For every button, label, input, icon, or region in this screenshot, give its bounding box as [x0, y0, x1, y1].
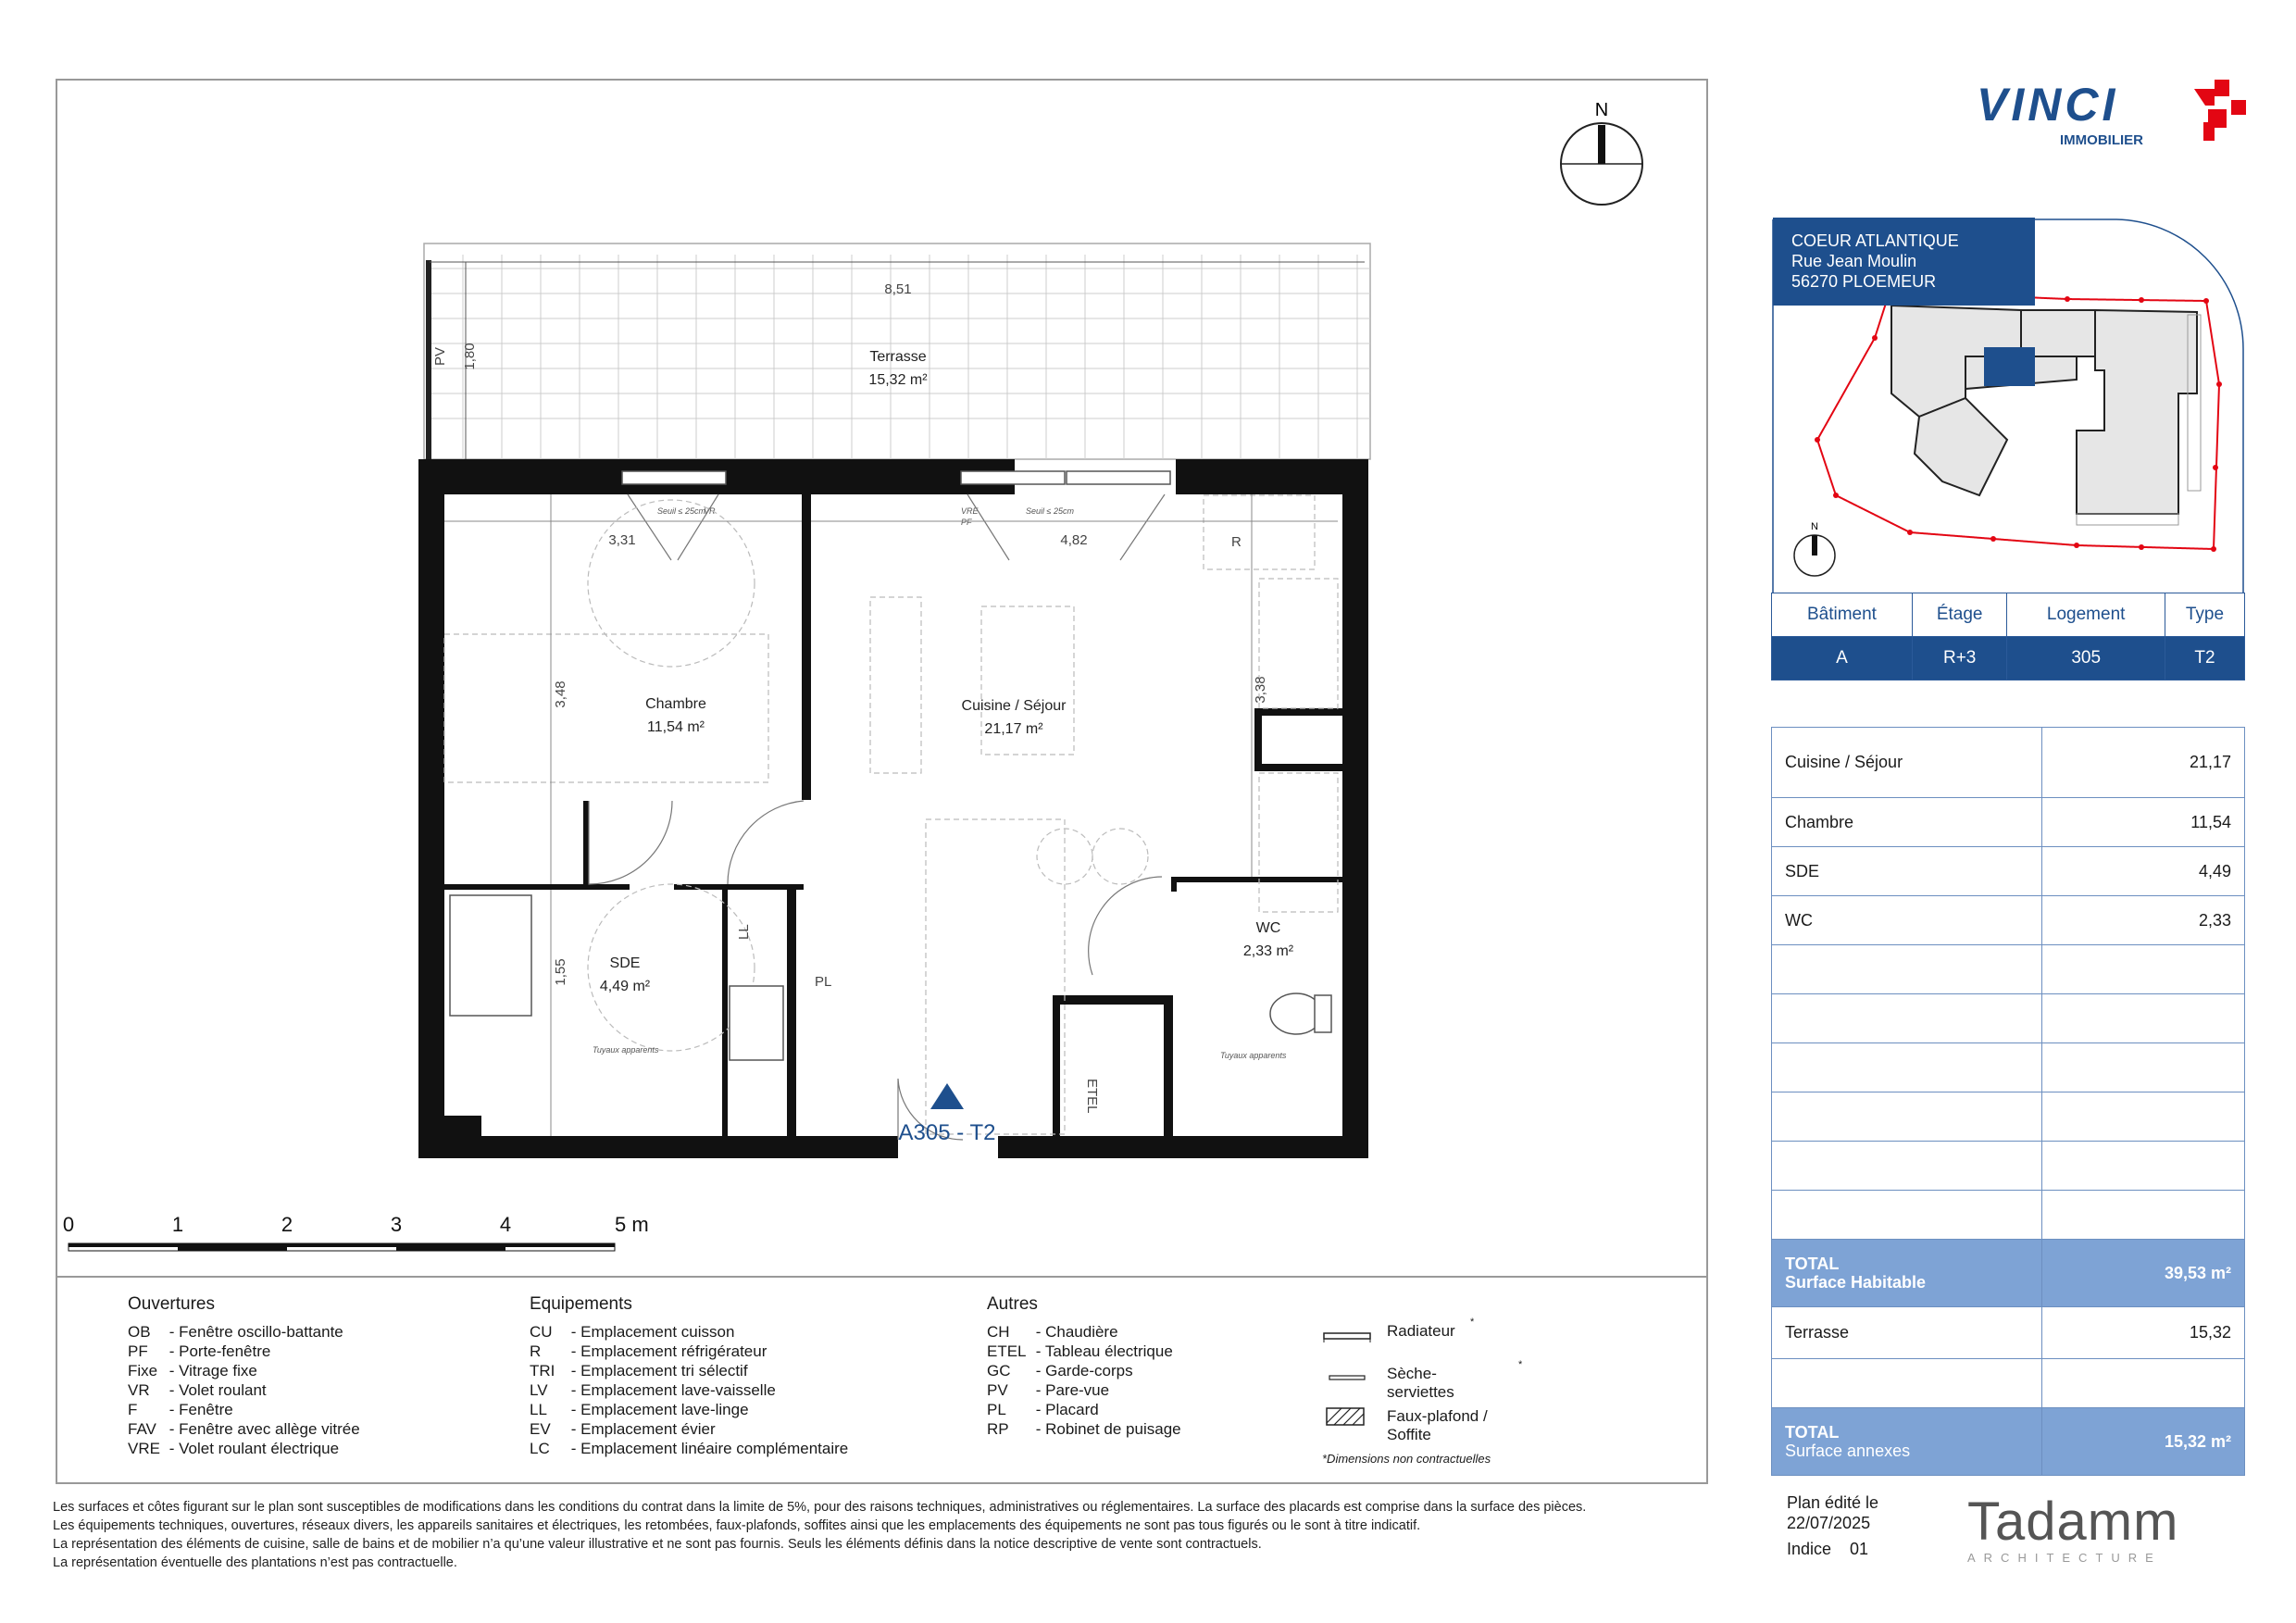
header-logement: Logement	[2007, 593, 2165, 637]
legend-item: GC - Garde-corps	[987, 1362, 1133, 1380]
floor-plan	[56, 79, 1708, 1278]
dim-sde-depth: 1,55	[553, 958, 568, 986]
total-habitable-row	[1772, 1240, 2245, 1307]
project-city: 56270 PLOEMEUR	[1791, 272, 1937, 291]
scale-2: 2	[281, 1213, 293, 1236]
project-name: COEUR ATLANTIQUE	[1791, 231, 1959, 250]
table-row: Chambre 11,54	[1772, 798, 2245, 847]
terrace-name: Terrasse	[869, 349, 927, 365]
terrace-area: 15,32 m²	[868, 372, 928, 388]
scale-1: 1	[171, 1213, 184, 1236]
surfaces-table	[1771, 727, 2245, 1476]
indice-label: Indice	[1787, 1540, 1832, 1558]
legend-item: F - Fenêtre	[128, 1401, 233, 1418]
vinci-logo-mark	[1972, 72, 2287, 156]
faux-label: Faux-plafond / Soffite	[1387, 1407, 1488, 1443]
legend-item: LL - Emplacement lave-linge	[530, 1401, 749, 1418]
legend-ouvertures	[128, 1294, 360, 1458]
total-annex-value: 15,32 m²	[2042, 1408, 2245, 1476]
edit-info	[1787, 1492, 1878, 1559]
sde-name: SDE	[609, 955, 641, 971]
legend-item: CU - Emplacement cuisson	[530, 1323, 735, 1341]
table-row: Terrasse 15,32	[1772, 1307, 2245, 1359]
legend-equipements	[530, 1294, 848, 1458]
seuil-left: Seuil ≤ 25cm	[657, 506, 705, 516]
disclaimer-line: Les équipements techniques, ouvertures, réseaux divers, les appareils sanitaires et électriques, les retombées, faux-plafonds, soffites ainsi que les emplacements des équipements ne sont pas tous figurés ou le sont à titre indicatif.	[53, 1518, 1421, 1533]
dim-terrace-depth: 1,80	[462, 343, 478, 370]
disclaimer-line: La représentation des éléments de cuisine, salle de bains et de mobilier n’a qu’une valeur illustrative et ne sont pas fournis. Seuls les éléments définis dans la notice descriptive de vente sont contractuels.	[53, 1537, 1262, 1552]
legend-divider	[56, 1276, 1708, 1278]
furniture	[444, 495, 1338, 1134]
pf-label: PF	[961, 518, 972, 527]
vre-label: VRE	[961, 506, 979, 516]
total-annex-line1: TOTAL	[1785, 1423, 1840, 1442]
table-row	[1772, 1142, 2245, 1191]
cuisine-area: 21,17 m²	[984, 721, 1043, 737]
disclaimer-line: La représentation éventuelle des plantations n’est pas contractuelle.	[53, 1555, 457, 1570]
legend-radiateur	[1322, 1317, 1491, 1365]
hatch-icon	[1326, 1407, 1366, 1428]
table-row	[1772, 1359, 2245, 1408]
architect-logo	[1967, 1492, 2179, 1565]
legend-item: VRE - Volet roulant électrique	[128, 1440, 340, 1457]
header-etage: Étage	[1912, 593, 2007, 637]
legend-symbols	[1322, 1317, 1523, 1466]
legend-item: VR - Volet roulant	[128, 1381, 267, 1399]
door-swings	[589, 494, 1165, 1140]
value-logement: 305	[2007, 637, 2165, 680]
chambre-area: 11,54 m²	[647, 719, 705, 735]
architect-name: Tadamm	[1967, 1492, 2179, 1552]
site-north-label: N	[1811, 521, 1818, 532]
legend-equipements-list	[530, 1322, 848, 1458]
disclaimer-line: Les surfaces et côtes figurant sur le plan sont susceptibles de modifications dans les conditions du contrat dans la limite de 5%, pour des raisons techniques, administratives ou réglementaires. La surface des placards est comprise dans la surface des pièces.	[53, 1500, 1587, 1515]
ll-label: LL	[736, 924, 752, 940]
seuil-right: Seuil ≤ 25cm	[1026, 506, 1074, 516]
scale-4: 4	[499, 1213, 512, 1236]
legend-ouvertures-list	[128, 1322, 360, 1458]
total-annex-line2: Surface annexes	[1785, 1442, 1911, 1460]
seche-star: *	[1518, 1359, 1523, 1370]
vinci-logo	[1972, 72, 2287, 156]
legend-item: FAV - Fenêtre avec allège vitrée	[128, 1420, 360, 1438]
header-batiment: Bâtiment	[1772, 593, 1913, 637]
total-annexes-row	[1772, 1408, 2245, 1476]
cuisine-name: Cuisine / Séjour	[961, 698, 1067, 714]
table-row: WC 2,33	[1772, 896, 2245, 945]
indice-value: 01	[1850, 1540, 1869, 1558]
legend-frame-left	[56, 1276, 57, 1484]
disclaimer	[53, 1498, 1719, 1572]
legend-seche	[1322, 1359, 1523, 1407]
legend-ouvertures-title: Ouvertures	[128, 1294, 215, 1314]
legend-item: TRI - Emplacement tri sélectif	[530, 1362, 748, 1380]
tuyaux-wc: Tuyaux apparents	[1220, 1051, 1287, 1060]
seche-serviettes-icon	[1322, 1368, 1374, 1387]
sde-area: 4,49 m²	[599, 979, 651, 994]
dimension-lines	[444, 494, 1338, 1136]
scale-bar	[63, 1213, 649, 1251]
chambre-name: Chambre	[645, 696, 706, 712]
total-hab-line1: TOTAL	[1785, 1255, 1840, 1273]
r-label: R	[1231, 534, 1242, 550]
legend-item: R - Emplacement réfrigérateur	[530, 1342, 767, 1360]
architect-sub: ARCHITECTURE	[1967, 1551, 2162, 1565]
value-etage: R+3	[1912, 637, 2007, 680]
legend-item: Fixe - Vitrage fixe	[128, 1362, 257, 1380]
table-row: Cuisine / Séjour 21,17	[1772, 728, 2245, 798]
compass-north-label: N	[1594, 100, 1609, 120]
dimensions-note: *Dimensions non contractuelles	[1322, 1452, 1491, 1466]
dim-terrace-width: 8,51	[884, 281, 912, 297]
svg-text:VINCI: VINCI	[1977, 79, 2119, 131]
seche-label: Sèche-serviettes	[1387, 1365, 1454, 1401]
unit-label: A305 - T2	[898, 1120, 996, 1145]
legend-item: EV - Emplacement évier	[530, 1420, 716, 1438]
legend-item: PL - Placard	[987, 1401, 1099, 1418]
dim-chambre-width: 3,31	[608, 532, 636, 548]
dim-chambre-depth: 3,48	[553, 680, 568, 708]
tuyaux-sde: Tuyaux apparents	[593, 1045, 659, 1055]
legend-faux-plafond	[1322, 1407, 1491, 1450]
entrance-marker	[899, 1083, 996, 1145]
legend-frame-bottom	[56, 1482, 1708, 1484]
edit-date: 22/07/2025	[1787, 1514, 1871, 1532]
table-row	[1772, 1092, 2245, 1142]
table-row: SDE 4,49	[1772, 847, 2245, 896]
legend-item: OB - Fenêtre oscillo-battante	[128, 1323, 343, 1341]
sanitary	[450, 895, 1331, 1060]
compass	[1561, 100, 1642, 205]
wc-area: 2,33 m²	[1242, 943, 1294, 959]
legend-item: ETEL - Tableau électrique	[987, 1342, 1173, 1360]
radiateur-label: Radiateur	[1387, 1322, 1455, 1340]
etel-label: ETEL	[1084, 1079, 1100, 1114]
pl-label: PL	[815, 974, 832, 990]
radiateur-icon	[1322, 1328, 1374, 1346]
table-row	[1772, 1191, 2245, 1240]
vr-label: VR	[704, 506, 716, 516]
legend-item: PF - Porte-fenêtre	[128, 1342, 271, 1360]
edit-label: Plan édité le	[1787, 1493, 1879, 1512]
legend-item: RP - Robinet de puisage	[987, 1420, 1181, 1438]
legend-item: PV - Pare-vue	[987, 1381, 1110, 1399]
unit-info-table	[1771, 593, 2245, 680]
unit-info-header-row	[1772, 593, 2245, 637]
table-row	[1772, 994, 2245, 1043]
pv-label: PV	[432, 346, 448, 367]
legend-autres	[987, 1294, 1181, 1439]
project-street: Rue Jean Moulin	[1791, 252, 1917, 270]
legend-item: LC - Emplacement linéaire complémentaire	[530, 1440, 849, 1457]
scale-3: 3	[390, 1213, 403, 1236]
total-hab-line2: Surface Habitable	[1785, 1273, 1927, 1292]
radiateur-star: *	[1470, 1317, 1475, 1328]
project-address-box	[1773, 218, 2035, 306]
legend-equipements-title: Equipements	[530, 1294, 632, 1314]
legend-item: CH - Chaudière	[987, 1323, 1118, 1341]
dim-kitchen-depth: 3,38	[1253, 676, 1268, 704]
table-row	[1772, 1043, 2245, 1092]
legend-frame-right	[1706, 1276, 1708, 1484]
unit-info-value-row	[1772, 637, 2245, 680]
total-hab-value: 39,53 m²	[2042, 1240, 2245, 1307]
value-type: T2	[2165, 637, 2244, 680]
dim-sejour-width: 4,82	[1060, 532, 1088, 548]
legend-autres-title: Autres	[987, 1294, 1038, 1314]
wc-name: WC	[1255, 920, 1281, 936]
svg-text:IMMOBILIER: IMMOBILIER	[2060, 132, 2143, 148]
value-batiment: A	[1772, 637, 1913, 680]
legend-item: LV - Emplacement lave-vaisselle	[530, 1381, 776, 1399]
table-row	[1772, 945, 2245, 994]
legend-autres-list	[987, 1322, 1181, 1439]
scale-0: 0	[62, 1213, 75, 1236]
header-type: Type	[2165, 593, 2244, 637]
terrace	[424, 243, 1370, 459]
scale-5: 5 m	[615, 1213, 649, 1236]
